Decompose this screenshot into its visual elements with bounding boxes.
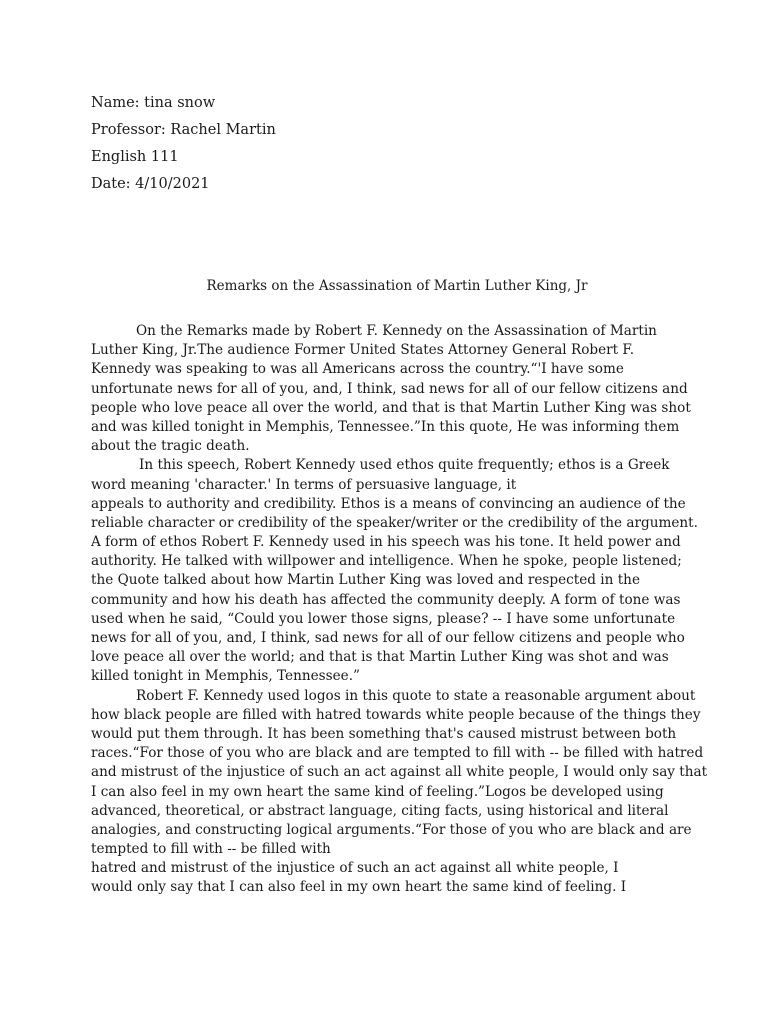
professor-name: Professor: Rachel Martin (91, 122, 276, 138)
body-line: news for all of you, and, I think, sad news for all of our fellow citizens and people who (91, 630, 685, 646)
date-line: Date: 4/10/2021 (91, 176, 210, 192)
body-line: hatred and mistrust of the injustice of such an act against all white people, I (91, 860, 619, 877)
body-line: reliable character or credibility of the speaker/writer or the credibility of the argument. (91, 514, 698, 531)
body-line: Kennedy was speaking to was all Americans across the country.“'I have some (91, 361, 624, 378)
body-line: I can also feel in my own heart the same kind of feeling.”Logos be developed using (91, 783, 664, 800)
body-line: races.“For those of you who are black and are tempted to fill with -- be filled with hatred (91, 745, 704, 762)
body-line: appeals to authority and credibility. Ethos is a means of convincing an audience of the (91, 495, 686, 512)
student-name: Name: tina snow (91, 95, 216, 111)
body-line: analogies, and constructing logical arguments.“For those of you who are black and are (91, 821, 692, 838)
essay-body (91, 322, 708, 898)
header-block (91, 90, 276, 198)
body-line: community and how his death has affected the community deeply. A form of tone was (91, 591, 681, 608)
body-line: In this speech, Robert Kennedy used ethos quite frequently; ethos is a Greek (139, 457, 670, 474)
body-line: advanced, theoretical, or abstract language, citing facts, using historical and literal (91, 802, 669, 819)
body-line: A form of ethos Robert F. Kennedy used in his speech was his tone. It held power and (91, 534, 681, 551)
body-line: Luther King, Jr.The audience Former United States Attorney General Robert F. (91, 342, 635, 359)
body-line: people who love peace all over the world, and that is that Martin Luther King was shot (91, 399, 691, 416)
body-line: word meaning 'character.' In terms of persuasive language, it (91, 476, 517, 493)
body-line: and was killed tonight in Memphis, Tennessee.”In this quote, He was informing them (91, 418, 680, 435)
body-line: authority. He talked with willpower and intelligence. When he spoke, people listened; (91, 553, 682, 570)
body-line: would only say that I can also feel in my own heart the same kind of feeling. I (91, 879, 627, 896)
course-name: English 111 (91, 149, 179, 165)
body-line: killed tonight in Memphis, Tennessee.” (91, 668, 360, 685)
document-title: Remarks on the Assassination of Martin Luther King, Jr (206, 278, 588, 294)
body-line: about the tragic death. (91, 438, 250, 455)
body-line: the Quote talked about how Martin Luther King was loved and respected in the (91, 572, 640, 589)
body-line: tempted to fill with -- be filled with (91, 841, 331, 858)
body-line: and mistrust of the injustice of such an act against all white people, I would only say that (91, 764, 708, 781)
body-line: love peace all over the world; and that is that Martin Luther King was shot and was (91, 649, 669, 666)
body-line: Robert F. Kennedy used logos in this quote to state a reasonable argument about (136, 687, 696, 704)
body-line: unfortunate news for all of you, and, I think, sad news for all of our fellow citizens and (91, 380, 688, 397)
body-line: how black people are filled with hatred towards white people because of the things they (91, 706, 701, 723)
body-line: On the Remarks made by Robert F. Kennedy on the Assassination of Martin (136, 323, 657, 339)
body-line: used when he said, “Could you lower those signs, please? -- I have some unfortunate (91, 610, 676, 627)
body-line: would put them through. It has been something that's caused mistrust between both (91, 725, 677, 742)
